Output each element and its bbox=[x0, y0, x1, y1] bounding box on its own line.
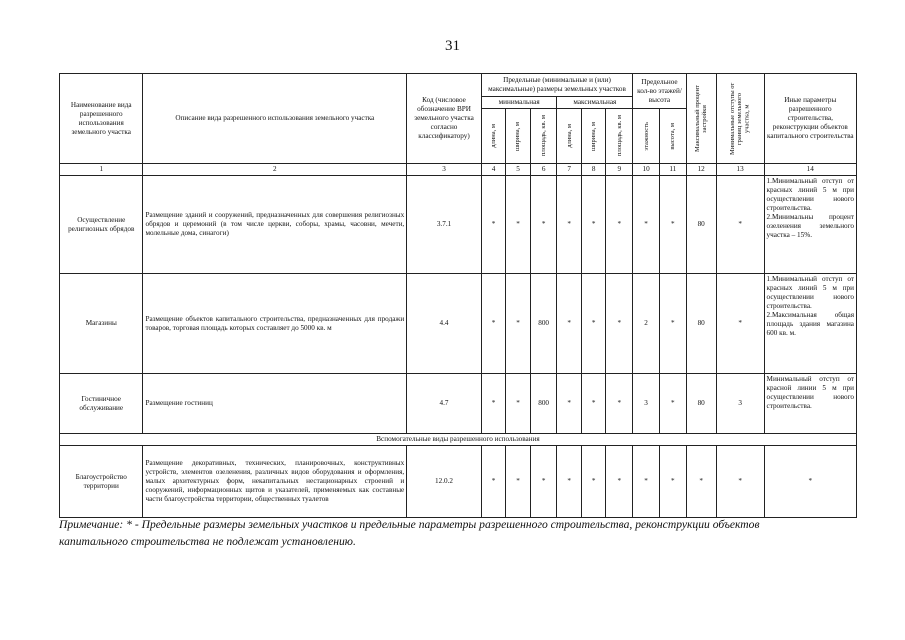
header-min-group: минимальная bbox=[481, 97, 557, 109]
header-min-area-text: площадь, кв. м bbox=[540, 115, 548, 157]
row-value: * bbox=[606, 274, 633, 374]
row-code: 4.7 bbox=[407, 374, 482, 434]
header-description: Описание вида разрешенного использования земельного участка bbox=[143, 74, 407, 164]
header-min-width bbox=[506, 109, 530, 164]
col-number: 13 bbox=[716, 164, 764, 176]
row-value: * bbox=[530, 446, 557, 518]
col-number: 2 bbox=[143, 164, 407, 176]
col-number: 10 bbox=[633, 164, 660, 176]
row-code: 3.7.1 bbox=[407, 176, 482, 274]
row-other-params: * bbox=[764, 446, 856, 518]
row-other-params: 1.Минимальный отступ от красных линий 5 м при осуществлении нового строительства. 2.Минимальны процент озеленения земельного участка – 15%. bbox=[764, 176, 856, 274]
aux-section-title: Вспомогательные виды разрешенного использования bbox=[60, 434, 857, 446]
row-value: * bbox=[659, 274, 686, 374]
row-value: * bbox=[716, 274, 764, 374]
row-value: * bbox=[481, 374, 505, 434]
header-max-length bbox=[557, 109, 581, 164]
aux-section-row bbox=[60, 434, 857, 446]
row-value: * bbox=[506, 176, 530, 274]
row-value: 800 bbox=[530, 274, 557, 374]
row-description: Размещение зданий и сооружений, предназначенных для совершения религиозных обрядов и церемоний (в том числе церкви, соборы, храмы, часовни, мечети, молельные дома, синагоги) bbox=[143, 176, 407, 274]
row-value: * bbox=[557, 374, 581, 434]
column-numbers-row bbox=[60, 164, 857, 176]
row-description: Размещение гостиниц bbox=[143, 374, 407, 434]
row-value: 2 bbox=[633, 274, 660, 374]
col-number: 9 bbox=[606, 164, 633, 176]
header-height bbox=[659, 109, 686, 164]
row-value: * bbox=[506, 446, 530, 518]
row-value: * bbox=[659, 176, 686, 274]
header-build-percent-text: Максимальный процент застройки bbox=[694, 85, 709, 152]
header-min-length-text: длина, м bbox=[489, 124, 497, 148]
header-name: Наименование вида разрешенного использования земельного участка bbox=[60, 74, 143, 164]
header-min-width-text: ширина, м bbox=[514, 121, 522, 151]
row-value: * bbox=[716, 446, 764, 518]
header-setbacks-text: Минимальные отступы от границ земельного участка, м bbox=[729, 82, 751, 155]
row-value: * bbox=[581, 446, 605, 518]
row-value: * bbox=[581, 176, 605, 274]
row-value: * bbox=[557, 274, 581, 374]
col-number: 12 bbox=[686, 164, 716, 176]
row-value: 80 bbox=[686, 274, 716, 374]
row-value: * bbox=[659, 446, 686, 518]
row-value: * bbox=[606, 446, 633, 518]
row-code: 4.4 bbox=[407, 274, 482, 374]
row-value: * bbox=[557, 176, 581, 274]
table-row bbox=[60, 274, 857, 374]
table-row bbox=[60, 374, 857, 434]
row-value: * bbox=[581, 374, 605, 434]
row-value: * bbox=[506, 374, 530, 434]
table-row bbox=[60, 446, 857, 518]
table-row bbox=[60, 176, 857, 274]
header-max-area bbox=[606, 109, 633, 164]
row-value: * bbox=[716, 176, 764, 274]
col-number: 11 bbox=[659, 164, 686, 176]
page-number: 31 bbox=[445, 38, 460, 54]
row-value: * bbox=[659, 374, 686, 434]
col-number: 7 bbox=[557, 164, 581, 176]
row-name: Магазины bbox=[60, 274, 143, 374]
header-sizes-group: Предельные (минимальные и (или) максимальные) размеры земельных участков bbox=[481, 74, 632, 97]
col-number: 6 bbox=[530, 164, 557, 176]
regulations-table bbox=[59, 73, 857, 518]
row-other-params: Минимальный отступ от красной линии 5 м при осуществлении нового строительства. bbox=[764, 374, 856, 434]
col-number: 3 bbox=[407, 164, 482, 176]
header-other-params: Иные параметры разрешенного строительства, реконструкции объектов капитального строительства bbox=[764, 74, 856, 164]
header-floors bbox=[633, 109, 660, 164]
header-max-width-text: ширина, м bbox=[590, 121, 598, 151]
row-value: * bbox=[481, 176, 505, 274]
col-number: 1 bbox=[60, 164, 143, 176]
col-number: 14 bbox=[764, 164, 856, 176]
row-value: * bbox=[481, 446, 505, 518]
row-value: * bbox=[581, 274, 605, 374]
row-value: * bbox=[530, 176, 557, 274]
header-max-length-text: длина, м bbox=[565, 124, 573, 148]
row-name: Осуществление религиозных обрядов bbox=[60, 176, 143, 274]
header-min-area bbox=[530, 109, 557, 164]
header-code: Код (числовое обозначение ВРИ земельного участка согласно классификатору) bbox=[407, 74, 482, 164]
row-value: * bbox=[557, 446, 581, 518]
row-description: Размещение объектов капитального строительства, предназначенных для продажи товаров, торговая площадь которых составляет до 5000 кв. м bbox=[143, 274, 407, 374]
row-description: Размещение декоративных, технических, планировочных, конструктивных устройств, элементов озеленения, различных видов оборудования и оформления, малых архитектурных форм, некапитальных нестационарных строений и сооружений, информационных щитов и указателей, применяемых как составные части благоустройства территории, общественных туалетов bbox=[143, 446, 407, 518]
row-value: * bbox=[481, 274, 505, 374]
row-value: 3 bbox=[633, 374, 660, 434]
row-value: * bbox=[633, 446, 660, 518]
header-setbacks bbox=[716, 74, 764, 164]
col-number: 8 bbox=[581, 164, 605, 176]
row-value: * bbox=[506, 274, 530, 374]
row-code: 12.0.2 bbox=[407, 446, 482, 518]
header-row-1 bbox=[60, 74, 857, 97]
row-other-params: 1.Минимальный отступ от красных линий 5 м при осуществлении нового строительства. 2.Максимальная общая площадь здания магазина 600 кв. м. bbox=[764, 274, 856, 374]
header-min-length bbox=[481, 109, 505, 164]
col-number: 5 bbox=[506, 164, 530, 176]
footnote: Примечание: * - Предельные размеры земельных участков и предельные параметры разрешенного строительства, реконструкции объектов капитального строительства не подлежат установлению. bbox=[59, 518, 760, 548]
header-floors-text: этажность bbox=[642, 121, 650, 151]
row-value: * bbox=[633, 176, 660, 274]
row-value: 3 bbox=[716, 374, 764, 434]
header-build-percent bbox=[686, 74, 716, 164]
header-max-area-text: площадь, кв. м bbox=[615, 115, 623, 157]
row-value: 800 bbox=[530, 374, 557, 434]
header-floors-group: Предельное кол-во этажей/ высота bbox=[633, 74, 686, 109]
header-max-width bbox=[581, 109, 605, 164]
header-max-group: максимальная bbox=[557, 97, 633, 109]
row-value: 80 bbox=[686, 374, 716, 434]
row-value: 80 bbox=[686, 176, 716, 274]
row-value: * bbox=[606, 176, 633, 274]
row-name: Благоустройство территории bbox=[60, 446, 143, 518]
row-value: * bbox=[606, 374, 633, 434]
row-value: * bbox=[686, 446, 716, 518]
col-number: 4 bbox=[481, 164, 505, 176]
header-height-text: высота, м bbox=[669, 122, 677, 150]
row-name: Гостиничное обслуживание bbox=[60, 374, 143, 434]
